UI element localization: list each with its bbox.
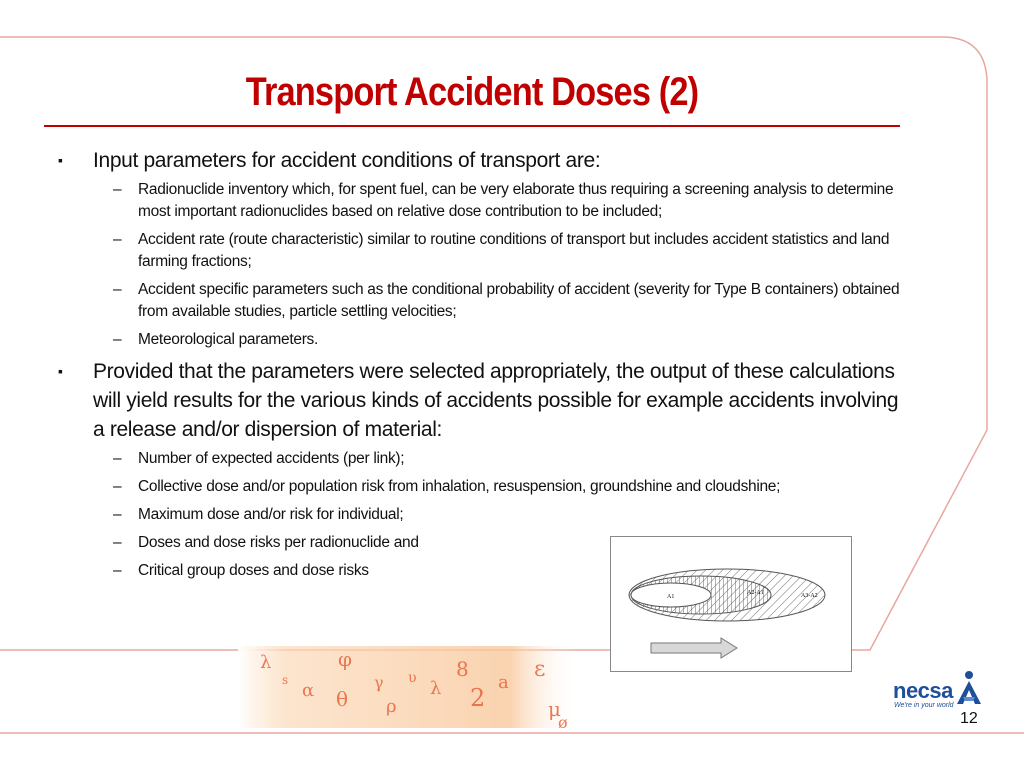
sub-bullet-text: Number of expected accidents (per link);	[138, 450, 405, 467]
sub-bullet-item	[56, 179, 918, 223]
svg-text:8: 8	[456, 657, 469, 681]
svg-text:μ: μ	[548, 697, 561, 721]
svg-text:λ: λ	[260, 652, 272, 673]
plume-diagram-svg	[611, 537, 851, 671]
svg-text:s: s	[282, 673, 289, 687]
middle-zone-label: A2-A1	[747, 590, 764, 596]
svg-text:θ: θ	[336, 687, 349, 711]
bullet-item	[56, 146, 906, 175]
sub-bullet-text: Maximum dose and/or risk for individual;	[138, 506, 404, 523]
svg-text:γ: γ	[374, 673, 384, 692]
sub-bullet-text: Collective dose and/or population risk from inhalation, resuspension, groundshine and cloudshine;	[138, 478, 781, 495]
sub-bullet-item	[56, 329, 918, 351]
svg-text:ø: ø	[558, 713, 568, 728]
sub-bullet-text: Accident specific parameters such as the conditional probability of accident (severity for Type B containers) obtained from available studies, particle settling velocities;	[138, 281, 900, 320]
svg-text:ρ: ρ	[386, 696, 397, 717]
dash-icon: –	[113, 506, 122, 523]
svg-text:υ: υ	[408, 670, 417, 686]
svg-text:λ: λ	[430, 678, 442, 699]
square-bullet-icon: ▪	[58, 363, 63, 379]
page-number: 12	[960, 710, 978, 727]
logo-wordmark: necsa	[893, 678, 953, 703]
greek-letters-decoration	[238, 646, 578, 728]
dash-icon: –	[113, 331, 122, 348]
sub-bullet-item	[56, 504, 658, 526]
svg-text:α: α	[302, 680, 315, 701]
dash-icon: –	[113, 562, 122, 579]
logo-tagline: We're in your world	[894, 702, 954, 709]
svg-text:ε: ε	[534, 657, 546, 682]
sub-bullet-text: Doses and dose risks per radionuclide and	[138, 534, 419, 551]
sub-bullet-item	[56, 448, 658, 470]
dash-icon: –	[113, 534, 122, 551]
svg-text:2: 2	[470, 684, 486, 712]
dash-icon: –	[113, 478, 122, 495]
sub-bullet-text: Meteorological parameters.	[138, 331, 319, 348]
sub-bullet-item	[56, 476, 928, 498]
bullet-group-1	[56, 146, 906, 351]
slide-title: Transport Accident Doses (2)	[245, 70, 699, 114]
title-underline	[44, 125, 900, 127]
sub-bullet-item	[56, 532, 658, 554]
dash-icon: –	[113, 181, 122, 198]
sub-bullet-text: Radionuclide inventory which, for spent fuel, can be very elaborate thus requiring a screening analysis to determine most important radionuclides based on relative dose contribution to be included;	[138, 181, 894, 220]
svg-text:a: a	[498, 672, 509, 693]
logo-mark-icon	[955, 670, 983, 706]
plume-diagram	[610, 536, 852, 672]
slide-content	[56, 146, 906, 588]
sub-bullet-item	[56, 279, 918, 323]
sub-bullet-text: Critical group doses and dose risks	[138, 562, 369, 579]
svg-text:φ: φ	[338, 647, 353, 671]
dash-icon: –	[113, 450, 122, 467]
arrow-right-icon	[651, 638, 737, 658]
bullet-text: Input parameters for accident conditions of transport are:	[93, 149, 601, 172]
sub-bullet-text: Accident rate (route characteristic) similar to routine conditions of transport but includes accident statistics and land farming fractions;	[138, 231, 890, 270]
dash-icon: –	[113, 281, 122, 298]
sub-bullet-item	[56, 560, 658, 582]
outer-zone-label: A3-A2	[801, 593, 818, 599]
bullet-text: Provided that the parameters were selected appropriately, the output of these calculations will yield results for the various kinds of accidents possible for example accidents involving a release and/or dispersion of material:	[93, 360, 899, 441]
square-bullet-icon: ▪	[58, 152, 63, 168]
dash-icon: –	[113, 231, 122, 248]
bullet-item	[56, 357, 906, 444]
inner-zone-label: A1	[667, 594, 675, 600]
sub-bullet-item	[56, 229, 918, 273]
